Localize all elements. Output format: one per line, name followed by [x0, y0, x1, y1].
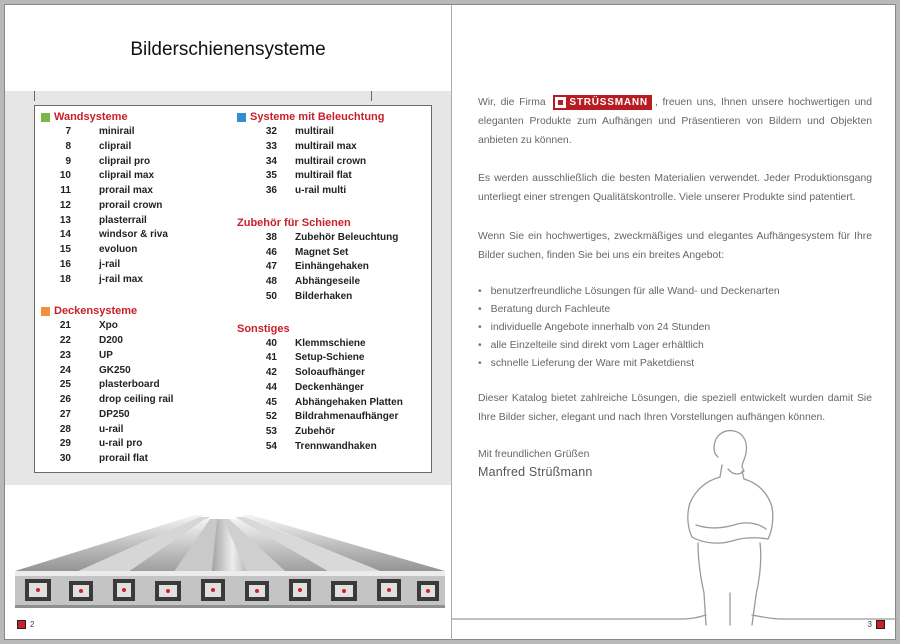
contents-entry [41, 155, 231, 170]
greeting: Mit freundlichen Grüßen [478, 449, 590, 460]
benefit-item: • individuelle Angebote innerhalb von 24 Stunden [478, 319, 780, 337]
contents-entry [237, 155, 429, 170]
brand-mark-icon [17, 620, 26, 629]
entry-name: Magnet Set [295, 246, 349, 258]
catalog-spread [4, 4, 896, 640]
entry-page-number: 36 [265, 185, 277, 196]
entry-name: D200 [99, 335, 123, 346]
contents-entry [41, 228, 231, 243]
entry-name: prorail max [99, 185, 153, 196]
contents-entry [237, 440, 429, 455]
contents-entry [237, 425, 429, 440]
contents-column-right [237, 110, 429, 455]
entry-page-number: 7 [65, 126, 71, 137]
entry-name: cliprail pro [99, 155, 151, 167]
entry-name: Bilderhaken [295, 290, 353, 302]
entry-page-number: 53 [265, 426, 277, 437]
benefit-item: • schnelle Lieferung der Ware mit Paketdienst [478, 355, 780, 373]
crop-tick [371, 91, 372, 101]
section-color-icon [41, 113, 50, 122]
company-logo: STRÜSSMANN [553, 95, 652, 110]
entry-name: Trennwandhaken [295, 440, 377, 452]
entry-page-number: 18 [59, 273, 71, 285]
entry-page-number: 45 [265, 396, 277, 408]
entry-page-number: 54 [265, 440, 277, 452]
signature: Manfred Strüßmann [478, 465, 593, 479]
contents-entry [41, 452, 231, 467]
entry-page-number: 42 [265, 367, 277, 378]
contents-entry [237, 275, 429, 290]
benefit-item: • benutzerfreundliche Lösungen für alle Wand- und Deckenarten [478, 283, 780, 301]
contents-entry [41, 214, 231, 229]
entry-page-number: 47 [265, 261, 277, 273]
catalog-paragraph: Dieser Katalog bietet zahlreiche Lösungen, die speziell entwickelt wurden damit Sie Ihre Bilder sicher, elegant und nach Ihren Vorstellungen aufhängen können. [478, 393, 872, 423]
entry-page-number: 24 [59, 364, 71, 376]
entry-name: prorail flat [99, 453, 148, 464]
entry-name: Soloaufhänger [295, 367, 366, 378]
entry-name: u-rail pro [99, 438, 143, 450]
page-number-right: 3 [868, 620, 885, 629]
section-heading: Zubehör für Schienen [237, 216, 351, 229]
entry-name: evoluon [99, 244, 138, 255]
entry-page-number: 16 [59, 258, 71, 270]
entry-name: cliprail max [99, 170, 155, 182]
contents-entry [237, 351, 429, 366]
page-number-left: 2 [17, 620, 34, 629]
entry-page-number: 12 [59, 199, 71, 211]
contents-entry [237, 184, 429, 199]
contents-entry [41, 169, 231, 184]
brand-mark-icon [876, 620, 885, 629]
contents-entry [41, 437, 231, 452]
entry-name: multirail crown [295, 155, 367, 167]
entry-name: Setup-Schiene [295, 352, 365, 364]
contents-entry [41, 319, 231, 334]
entry-page-number: 14 [59, 229, 71, 241]
page-title: Bilderschienensysteme [130, 39, 326, 60]
section-color-icon [41, 307, 50, 316]
entry-name: Abhängehaken Platten [295, 396, 403, 408]
section-heading: Wandsysteme [41, 110, 231, 125]
entry-page-number: 34 [265, 155, 277, 167]
contents-entry [237, 366, 429, 381]
crop-tick [34, 91, 35, 101]
entry-page-number: 8 [65, 140, 71, 152]
entry-page-number: 44 [265, 381, 277, 393]
entry-page-number: 38 [265, 231, 277, 243]
entry-name: u-rail multi [295, 185, 347, 196]
entry-name: windsor & riva [99, 229, 168, 241]
contents-column-left [41, 110, 231, 467]
entry-page-number: 15 [59, 244, 71, 255]
entry-name: minirail [99, 126, 135, 137]
rail-profiles-image [5, 485, 451, 641]
contents-entry [237, 169, 429, 184]
entry-page-number: 30 [59, 453, 71, 464]
entry-name: plasterrail [99, 214, 147, 226]
contents-entry [41, 423, 231, 438]
entry-page-number: 21 [59, 320, 71, 332]
offer-paragraph: Wenn Sie ein hochwertiges, zweckmäßiges und elegantes Aufhängesystem für Ihre Bilder suchen, finden Sie bei uns ein breites Angebot: [478, 231, 872, 261]
entry-page-number: 41 [265, 352, 277, 364]
entry-page-number: 46 [265, 246, 277, 258]
contents-entry [237, 246, 429, 261]
entry-name: multirail [295, 126, 334, 137]
entry-page-number: 40 [265, 337, 277, 349]
entry-page-number: 52 [265, 411, 277, 423]
entry-name: Xpo [99, 320, 118, 332]
benefit-item: • alle Einzelteile sind direkt vom Lager erhältlich [478, 337, 780, 355]
entry-page-number: 22 [59, 335, 71, 346]
entry-name: GK250 [99, 364, 131, 376]
entry-name: multirail max [295, 140, 357, 152]
person-outline-illustration [452, 425, 897, 641]
contents-entry [41, 184, 231, 199]
entry-name: Abhängeseile [295, 276, 361, 287]
entry-name: j-rail max [99, 273, 143, 285]
entry-name: prorail crown [99, 199, 163, 211]
entry-page-number: 10 [59, 170, 71, 182]
entry-page-number: 27 [59, 408, 71, 420]
entry-page-number: 13 [59, 214, 71, 226]
benefit-item: • Beratung durch Fachleute [478, 301, 780, 319]
contents-entry [237, 125, 429, 140]
entry-name: Deckenhänger [295, 381, 364, 393]
entry-name: u-rail [99, 423, 124, 435]
entry-name: UP [99, 349, 113, 361]
contents-entry [41, 334, 231, 349]
entry-page-number: 11 [60, 185, 71, 196]
entry-page-number: 28 [59, 423, 71, 435]
entry-name: plasterboard [99, 379, 160, 391]
contents-entry [237, 260, 429, 275]
section-heading: Sonstiges [237, 322, 290, 335]
contents-entry [237, 140, 429, 155]
left-page [5, 5, 451, 641]
entry-page-number: 48 [265, 276, 277, 287]
contents-entry [41, 199, 231, 214]
contents-panel [34, 105, 432, 473]
contents-entry [237, 410, 429, 425]
entry-page-number: 35 [265, 170, 277, 182]
entry-page-number: 23 [59, 349, 71, 361]
contents-entry [237, 381, 429, 396]
entry-name: Zubehör Beleuchtung [295, 231, 399, 243]
entry-name: drop ceiling rail [99, 394, 174, 405]
contents-entry [41, 393, 231, 408]
entry-name: multirail flat [295, 170, 352, 182]
entry-name: j-rail [99, 258, 121, 270]
entry-page-number: 26 [59, 394, 71, 405]
benefits-list [478, 283, 780, 373]
entry-name: Klemmschiene [295, 337, 366, 349]
entry-page-number: 29 [59, 438, 71, 450]
section-heading: Deckensysteme [41, 304, 231, 319]
contents-entry [41, 140, 231, 155]
entry-page-number: 9 [65, 155, 71, 167]
right-page [452, 5, 897, 641]
contents-entry [237, 231, 429, 246]
entry-name: Einhängehaken [295, 261, 369, 273]
entry-name: Bildrahmenaufhänger [295, 411, 399, 423]
contents-entry [41, 408, 231, 423]
logo-mark-icon [555, 97, 566, 108]
entry-page-number: 32 [265, 126, 277, 137]
entry-name: DP250 [99, 408, 130, 420]
entry-page-number: 33 [265, 140, 277, 152]
contents-entry [41, 378, 231, 393]
contents-entry [237, 337, 429, 352]
contents-entry [41, 273, 231, 288]
section-heading: Systeme mit Beleuchtung [237, 110, 429, 125]
contents-entry [41, 258, 231, 273]
entry-name: Zubehör [295, 426, 335, 437]
contents-entry [41, 349, 231, 364]
contents-entry [237, 396, 429, 411]
materials-paragraph: Es werden ausschließlich die besten Materialien verwendet. Jeder Produktionsgang unterliegt einer strengen Qualitätskontrolle. Viele unserer Produkte sind patentiert. [478, 173, 872, 203]
intro-paragraph: Wir, die Firma STRÜSSMANN , freuen uns, Ihnen unsere hochwertigen und eleganten Produkte zum Aufhängen und Präsentieren von Bildern und Objekten anbieten zu können. [478, 96, 872, 146]
entry-page-number: 50 [265, 290, 277, 302]
section-color-icon [237, 113, 246, 122]
contents-entry [237, 290, 429, 305]
entry-name: cliprail [99, 140, 132, 152]
contents-entry [41, 125, 231, 140]
contents-entry [41, 243, 231, 258]
entry-page-number: 25 [59, 379, 71, 391]
contents-entry [41, 364, 231, 379]
